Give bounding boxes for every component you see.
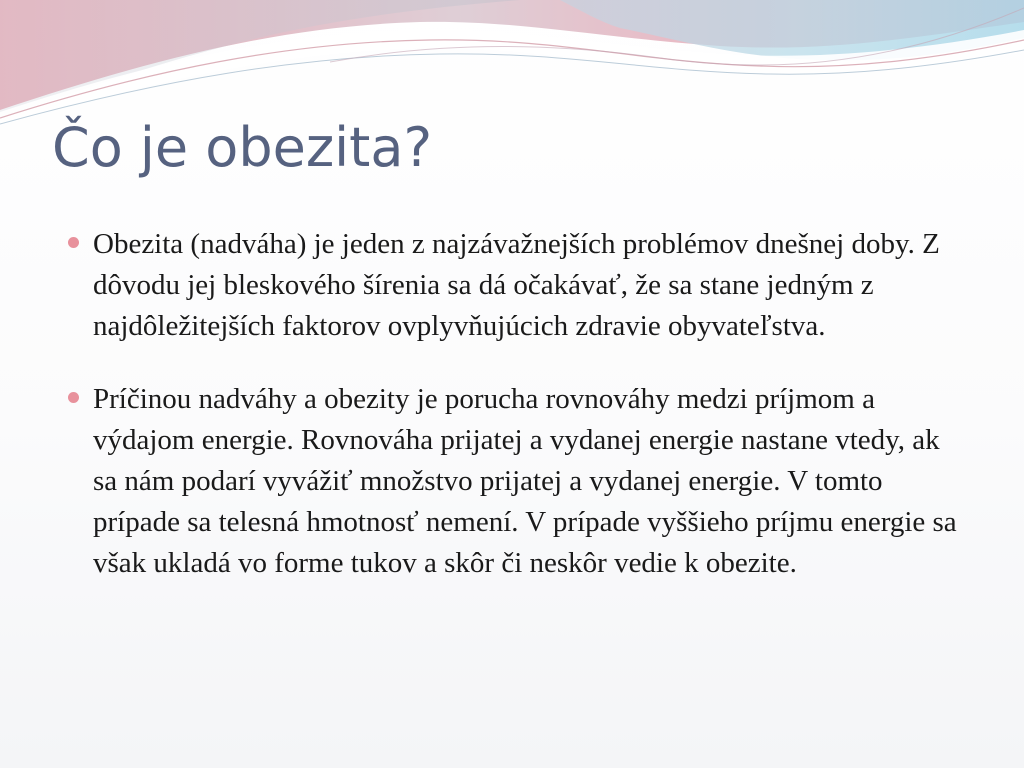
bullet-marker-icon	[68, 237, 79, 248]
header-wave-decoration	[0, 0, 1024, 130]
slide-title: Čo je obezita?	[52, 116, 433, 179]
bullet-text: Príčinou nadváhy a obezity je porucha rovnováhy medzi príjmom a výdajom energie. Rovnováha prijatej a vydanej energie nastane vtedy, ak sa nám podarí vyvážiť množstvo prijatej a vydanej energie. V tomto prípade sa telesná hmotnosť nemení. V prípade vyššieho príjmu energie sa však ukladá vo forme tukov a skôr či neskôr vedie k obezite.	[93, 383, 957, 579]
bullet-list	[68, 224, 968, 584]
bullet-item	[68, 379, 968, 584]
bullet-text: Obezita (nadváha) je jeden z najzávažnejších problémov dnešnej doby. Z dôvodu jej bleskového šírenia sa dá očakávať, že sa stane jedným z najdôležitejších faktorov ovplyvňujúcich zdravie obyvateľstva.	[93, 228, 940, 342]
bullet-marker-icon	[68, 392, 79, 403]
bullet-item	[68, 224, 968, 347]
